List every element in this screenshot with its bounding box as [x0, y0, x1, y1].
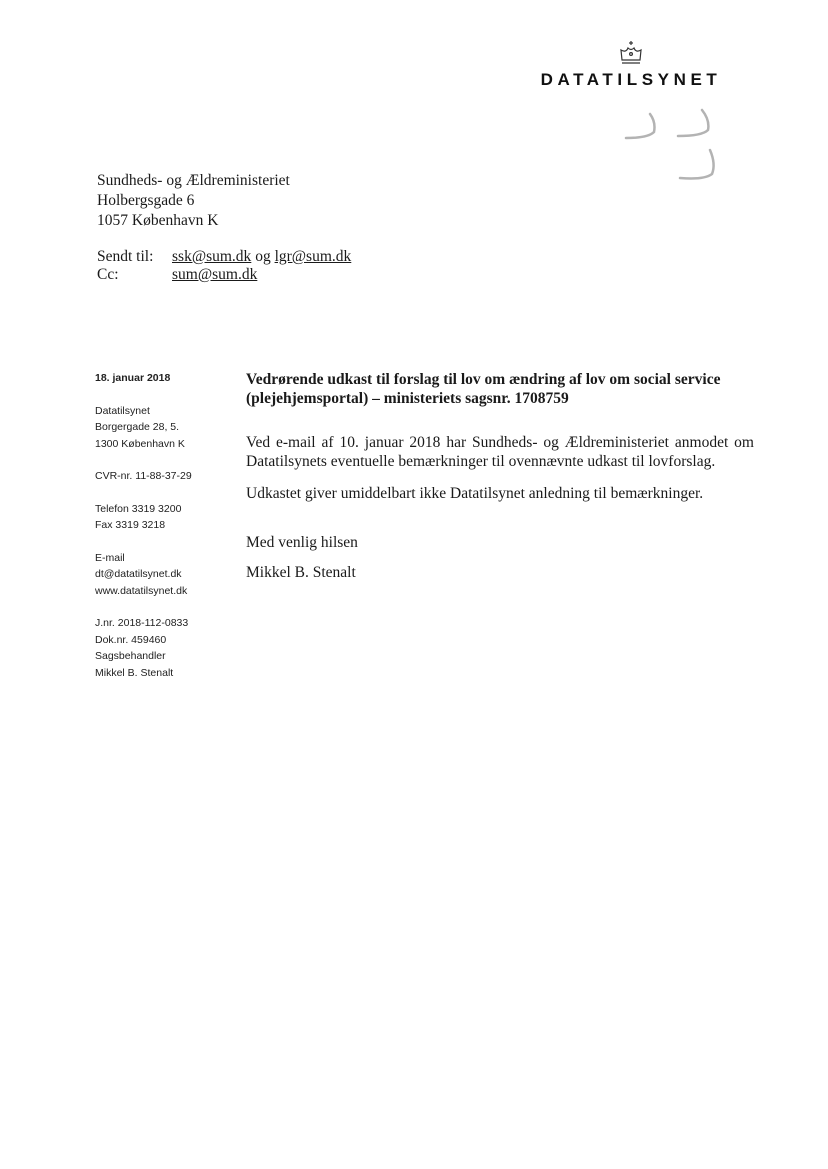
sent-to-block	[97, 248, 351, 284]
signature-name: Mikkel B. Stenalt	[246, 564, 356, 581]
cvr-number: CVR-nr. 11-88-37-29	[95, 470, 192, 482]
email-link-ssk[interactable]: ssk@sum.dk	[172, 248, 252, 265]
letter-date: 18. januar 2018	[95, 372, 171, 384]
email-link-cc[interactable]: sum@sum.dk	[172, 266, 258, 283]
letter-subject: Vedrørende udkast til forslag til lov om ændring af lov om social service (plejehjemsportal) – ministeriets sagsnr. 1708759	[246, 371, 721, 407]
sidebar-info	[95, 370, 235, 681]
case-block	[95, 615, 235, 681]
sent-to-label: Sendt til:	[97, 248, 154, 265]
handwritten-marks	[618, 102, 728, 182]
recipient-address	[97, 171, 290, 231]
phone-number: Telefon 3319 3200	[95, 502, 182, 515]
sender-street: Borgergade 28, 5.	[95, 421, 180, 433]
phone-block	[95, 501, 235, 534]
logo-text: DATATILSYNET	[540, 70, 722, 89]
recipient-street: Holbergsgade 6	[97, 192, 195, 209]
paragraph-2: Udkastet giver umiddelbart ikke Datatilsynet anledning til bemærkninger.	[246, 485, 704, 502]
journal-number: J.nr. 2018-112-0833	[95, 617, 189, 629]
sender-website: www.datatilsynet.dk	[95, 584, 188, 597]
recipient-city: 1057 København K	[97, 212, 219, 229]
sender-address	[95, 403, 235, 453]
crown-icon	[618, 40, 644, 66]
cc-label: Cc:	[97, 266, 119, 283]
email-link-lgr[interactable]: lgr@sum.dk	[274, 248, 352, 265]
email-joiner: og	[255, 248, 271, 265]
letter-body	[246, 371, 754, 583]
closing-greeting: Med venlig hilsen	[246, 533, 358, 551]
sender-org: Datatilsynet	[95, 404, 150, 417]
case-handler-label: Sagsbehandler	[95, 650, 166, 662]
email-label: E-mail	[95, 551, 125, 564]
paragraph-1: Ved e-mail af 10. januar 2018 har Sundheds- og Ældreministeriet anmodet om Datatilsynets eventuelle bemærkninger til ovennævnte udkast til lovforslag.	[246, 434, 754, 470]
recipient-name: Sundheds- og Ældreministeriet	[97, 172, 290, 189]
sender-email: dt@datatilsynet.dk	[95, 568, 182, 580]
sender-city: 1300 København K	[95, 437, 185, 450]
fax-number: Fax 3319 3218	[95, 519, 166, 531]
contact-block	[95, 550, 235, 600]
case-handler-name: Mikkel B. Stenalt	[95, 666, 174, 679]
datatilsynet-logo	[520, 40, 742, 90]
document-number: Dok.nr. 459460	[95, 633, 167, 646]
